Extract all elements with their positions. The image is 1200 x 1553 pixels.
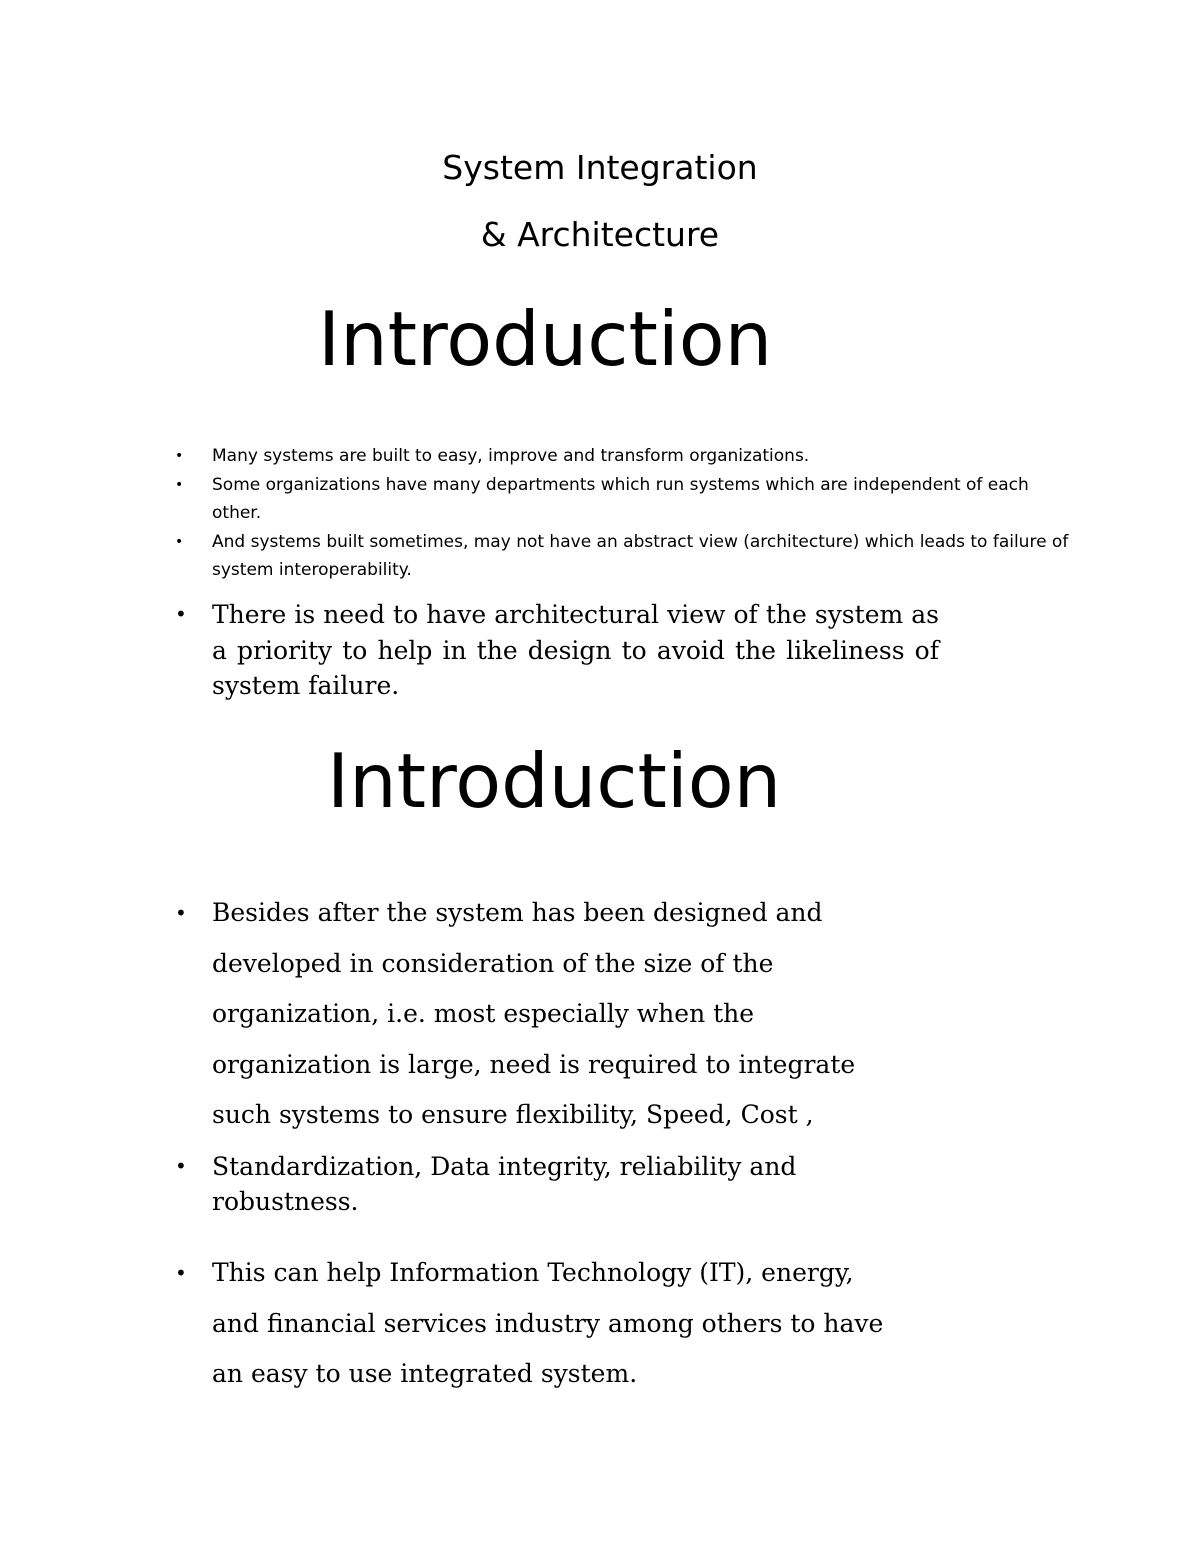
list-item: [175, 471, 1072, 528]
list-item-line: organization is large, need is required to integrate: [212, 1049, 856, 1079]
document-title-line-2: & Architecture: [480, 215, 720, 254]
list-item: [175, 442, 1072, 471]
list-item-line: such systems to ensure flexibility, Speed, Cost ,: [212, 1100, 814, 1130]
bullet-icon: •: [175, 476, 184, 493]
section-2-heading: Introduction: [327, 737, 782, 825]
list-item-line: developed in consideration of the size of the: [212, 948, 774, 978]
list-item: [175, 597, 939, 704]
section-2-bullet-list: [175, 888, 972, 1400]
list-item-text: Many systems are built to easy, improve and transform organizations.: [212, 446, 810, 466]
bullet-icon: •: [175, 1260, 187, 1285]
list-item-line: Standardization, Data integrity, reliability and: [212, 1151, 797, 1181]
bullet-icon: •: [175, 602, 187, 626]
list-item-line: This can help Information Technology (IT), energy,: [212, 1257, 854, 1287]
bullet-icon: •: [175, 448, 184, 464]
document-title-line-1: System Integration: [442, 148, 758, 187]
section-1-heading: Introduction: [318, 295, 773, 383]
list-item-line: Besides after the system has been designed and: [212, 898, 823, 927]
list-item: [175, 528, 1072, 585]
list-item: [175, 888, 972, 1141]
list-item-text: Some organizations have many departments which run systems which are independent of each other.: [212, 474, 1029, 523]
bullet-icon: •: [175, 901, 187, 925]
bullet-icon: •: [175, 533, 184, 550]
section-1-small-bullet-list: [175, 442, 1072, 585]
list-item-text: And systems built sometimes, may not have an abstract view (architecture) which leads to failure of system interoperability.: [212, 531, 1069, 580]
section-1-serif-bullet-list: [175, 597, 939, 704]
list-item: [175, 1149, 972, 1220]
list-item: [175, 1248, 972, 1400]
list-item-text: There is need to have architectural view of the system as a priority to help in the design to avoid the likeliness of system failure.: [212, 600, 939, 700]
list-item-line: and financial services industry among others to have: [212, 1308, 884, 1338]
list-item-line: robustness.: [212, 1187, 359, 1217]
list-item-line: an easy to use integrated system.: [212, 1359, 638, 1389]
list-item-line: organization, i.e. most especially when the: [212, 999, 755, 1029]
bullet-icon: •: [175, 1153, 187, 1178]
